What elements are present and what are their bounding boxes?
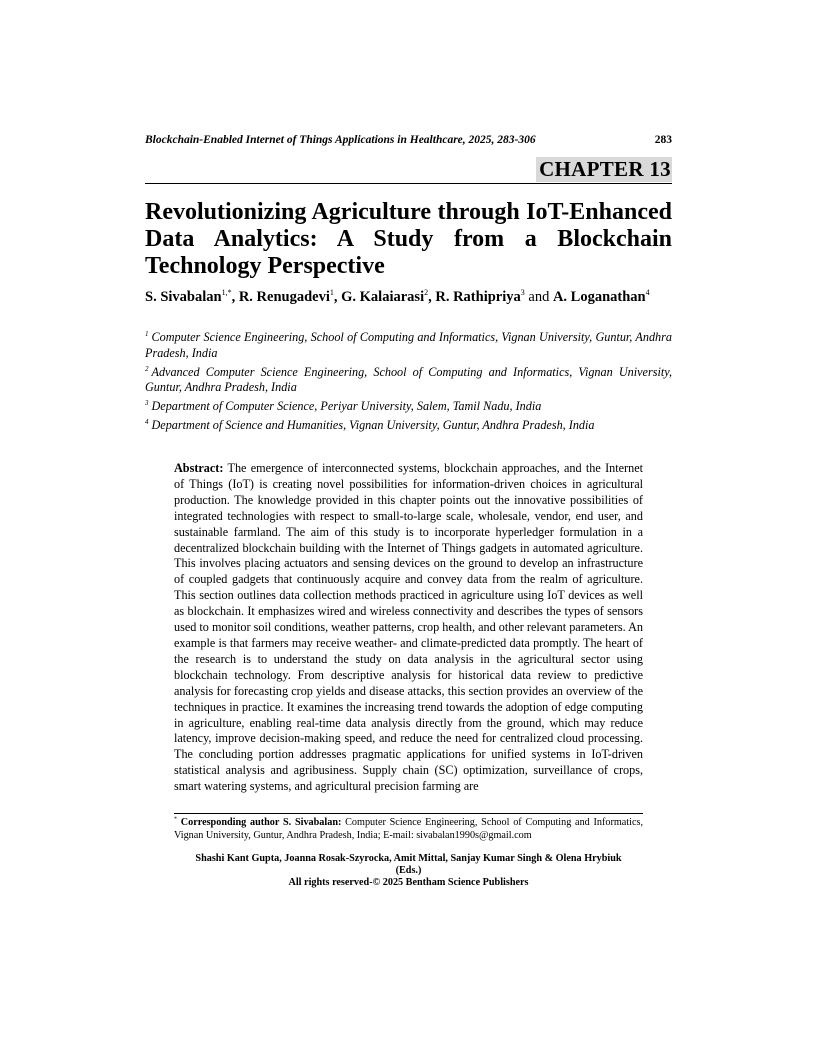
affiliation-text: Computer Science Engineering, School of Computing and Informatics, Vignan University, Guntur, Andhra Pradesh, India [145, 330, 672, 360]
affiliation-text: Department of Computer Science, Periyar University, Salem, Tamil Nadu, India [151, 399, 542, 414]
editors-block [174, 853, 643, 889]
author-name: R. Rathipriya [435, 289, 521, 305]
affiliation-item [145, 330, 672, 362]
affiliation-item [145, 418, 672, 434]
copyright-line: All rights reserved-© 2025 Bentham Science Publishers [288, 877, 529, 888]
abstract-text: The emergence of interconnected systems, blockchain approaches, and the Internet of Things (IoT) is creating novel possibilities for information-driven choices in agricultural production. The knowledge provided in this chapter points out the innovative possibilities of integrated technologies with respect to small-to-large scale, wholesale, vendor, end user, and sustainable farmland. The aim of this study is to incorporate hyperledger formulation in a decentralized blockchain building with the Internet of Things gadgets in automated agriculture. This involves placing actuators and sensing devices on the ground to develop an infrastructure of coupled gadgets that continuously acquire and convey data from the realm of agriculture. This section outlines data collection methods practiced in agriculture using IoT devices as well as blockchain. It emphasizes wired and wireless connectivity and describes the types of sensors used to monitor soil conditions, weather patterns, crop health, and other relevant parameters. An example is that farmers may receive weather- and climate-predicted data promptly. The heart of the research is to understand the study on data analysis in the agricultural sector using blockchain technology. From descriptive analysis for historical data review to predictive analysis for forecasting crop yields and disease attacks, this section provides an overview of the techniques in practice. It examines the increasing trend towards the adoption of edge computing in agriculture, enabling real-time data analysis directly from the ground, which may reduce latency, improve decision-making speed, and reduce the need for centralized cloud processing. The concluding portion addresses pragmatic applications for unified systems in IoT-driven statistical analysis and agribusiness. Supply chain (SC) optimization, surveillance of crops, smart watering systems, and agricultural precision farming are [174, 461, 643, 794]
footnote-label: Corresponding author S. Sivabalan: [180, 817, 342, 828]
author-name: R. Renugadevi [238, 289, 330, 305]
abstract-label: Abstract: [174, 461, 224, 475]
author-name: S. Sivabalan [145, 289, 222, 305]
author-name: G. Kalaiarasi [341, 289, 425, 305]
author-affil-mark: 1,* [221, 288, 232, 298]
corresponding-author-footnote [174, 817, 643, 842]
chapter-label: CHAPTER 13 [536, 157, 672, 182]
author-separator: , [333, 289, 342, 305]
author-affil-mark: 1 [329, 288, 334, 298]
affiliations [145, 330, 672, 437]
footnote-mark: * [174, 816, 177, 823]
editor-names: Shashi Kant Gupta, Joanna Rosak-Szyrocka, Amit Mittal, Sanjay Kumar Singh & Olena Hrybiuk [195, 853, 622, 864]
chapter-divider [145, 183, 672, 184]
paper-title: Revolutionizing Agriculture through IoT-Enhanced Data Analytics: A Study from a Blockchain Technology Perspective [145, 199, 672, 279]
running-head [145, 133, 672, 147]
affiliation-number: 4 [145, 417, 149, 426]
author-separator: and [524, 289, 553, 305]
author-name: A. Loganathan [552, 289, 646, 305]
editors-eds: (Eds.) [395, 865, 422, 876]
journal-title: Blockchain-Enabled Internet of Things Applications in Healthcare [145, 134, 463, 146]
author-list [145, 288, 672, 306]
affiliation-text: Advanced Computer Science Engineering, School of Computing and Informatics, Vignan University, Guntur, Andhra Pradesh, India [145, 364, 672, 395]
page-number: 283 [654, 134, 672, 146]
affiliation-number: 1 [145, 329, 149, 338]
journal-details: , 2025, 283-306 [462, 134, 536, 146]
author-separator: , [428, 289, 436, 305]
author-affil-mark: 3 [520, 288, 525, 298]
author-affil-mark: 4 [645, 288, 650, 298]
affiliation-item [145, 365, 672, 397]
author-separator: , [231, 289, 239, 305]
footnote-divider [174, 813, 643, 814]
affiliation-item [145, 399, 672, 415]
affiliation-number: 2 [145, 364, 149, 373]
abstract [174, 461, 643, 795]
footnote-text: Computer Science Engineering, School of Computing and Informatics, Vignan University, Guntur, Andhra Pradesh, India; E-mail: sivabalan1990s@gmail.com [174, 817, 644, 841]
author-affil-mark: 2 [424, 288, 429, 298]
affiliation-text: Department of Science and Humanities, Vignan University, Guntur, Andhra Pradesh, India [151, 417, 595, 432]
affiliation-number: 3 [145, 399, 149, 408]
